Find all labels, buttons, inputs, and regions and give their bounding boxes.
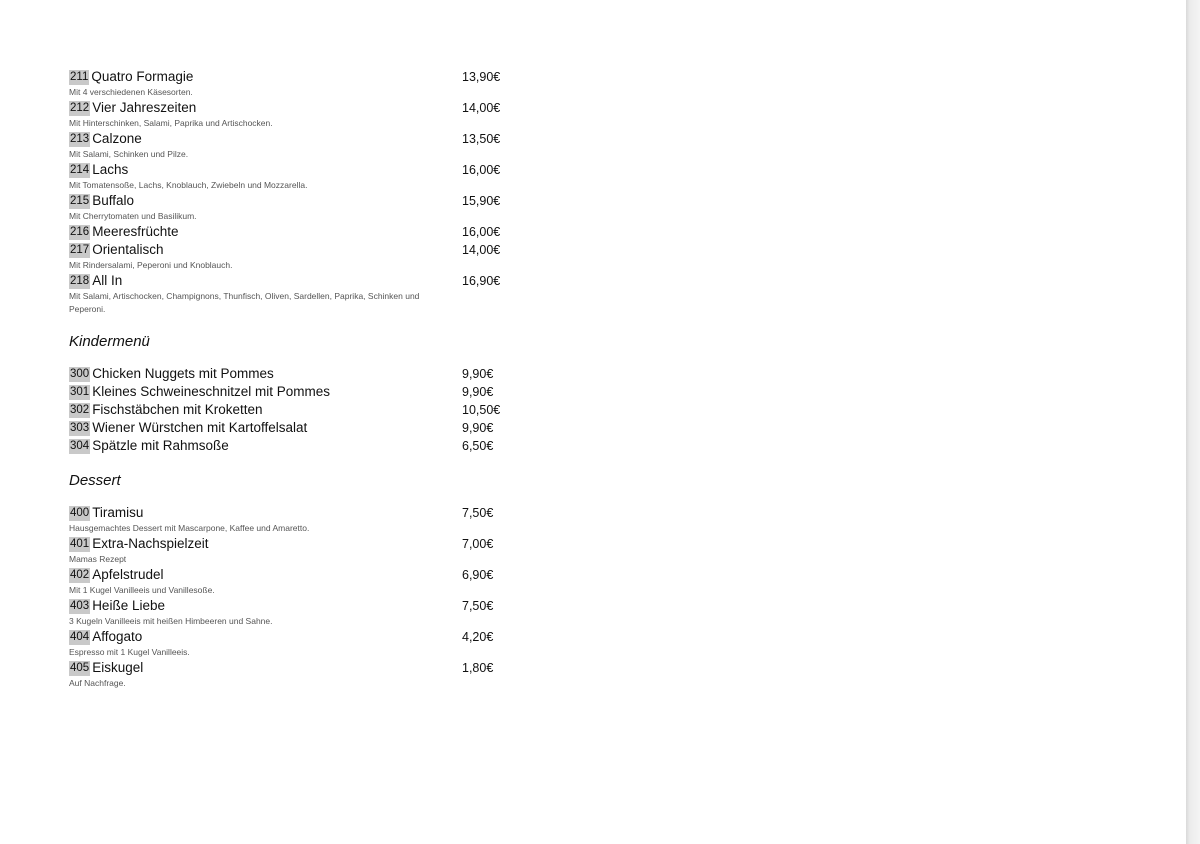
item-name: Affogato [92,629,143,644]
item-price: 7,50€ [462,599,494,613]
item-name: Tiramisu [92,505,144,520]
item-number: 403 [70,600,90,612]
item-description: Mit Rindersalami, Peperoni und Knoblauch. [69,260,233,270]
item-number: 217 [70,244,90,256]
menu-item [69,192,539,223]
menu-item [69,628,539,659]
item-name: Calzone [92,131,142,146]
menu-item [69,566,539,597]
item-number: 402 [70,569,90,581]
menu-item [69,241,539,272]
item-price: 9,90€ [462,385,494,399]
item-price: 16,00€ [462,163,501,177]
item-description: Mamas Rezept [69,554,127,564]
item-description: Espresso mit 1 Kugel Vanilleeis. [69,647,190,657]
item-number: 401 [70,538,90,550]
item-description: Auf Nachfrage. [69,678,126,688]
item-price: 15,90€ [462,194,501,208]
menu-item [69,535,539,566]
item-name: Kleines Schweineschnitzel mit Pommes [92,384,331,399]
item-price: 16,00€ [462,225,501,239]
item-name: Chicken Nuggets mit Pommes [92,366,274,381]
item-name: Apfelstrudel [92,567,164,582]
item-price: 14,00€ [462,243,501,257]
menu-item [69,419,539,437]
item-name: Spätzle mit Rahmsoße [92,438,229,453]
item-description: Mit Hinterschinken, Salami, Paprika und Artischocken. [69,118,273,128]
item-number: 216 [70,226,90,238]
item-description: Mit Salami, Artischocken, Champignons, Thunfisch, Oliven, Sardellen, Paprika, Schinken und Peperoni. [69,291,420,314]
item-price: 9,90€ [462,367,494,381]
item-price: 9,90€ [462,421,494,435]
item-number: 215 [70,195,90,207]
item-name: All In [92,273,123,288]
menu-item [69,161,539,192]
item-number: 212 [70,102,90,114]
menu-item [69,383,539,401]
item-description: Hausgemachtes Dessert mit Mascarpone, Kaffee und Amaretto. [69,523,310,533]
section-heading-kids: Kindermenü [69,333,150,350]
item-description: Mit 1 Kugel Vanilleeis und Vanillesoße. [69,585,215,595]
item-description: Mit Tomatensoße, Lachs, Knoblauch, Zwiebeln und Mozzarella. [69,180,308,190]
item-description: 3 Kugeln Vanilleeis mit heißen Himbeeren und Sahne. [69,616,273,626]
item-price: 4,20€ [462,630,494,644]
menu-item [69,99,539,130]
item-name: Meeresfrüchte [92,224,179,239]
item-price: 14,00€ [462,101,501,115]
item-number: 214 [70,164,90,176]
menu-item [69,223,539,241]
item-number: 304 [70,440,90,452]
item-number: 301 [70,386,90,398]
item-number: 303 [70,422,90,434]
item-number: 400 [70,507,90,519]
item-name: Heiße Liebe [92,598,165,613]
item-price: 13,90€ [462,70,501,84]
kids-list [69,365,539,455]
item-name: Extra-Nachspielzeit [92,536,209,551]
item-description: Mit 4 verschiedenen Käsesorten. [69,87,193,97]
item-price: 6,90€ [462,568,494,582]
menu-item [69,401,539,419]
page-edge [1186,0,1200,844]
item-name: Buffalo [92,193,134,208]
item-price: 10,50€ [462,403,501,417]
menu-item [69,365,539,383]
item-description: Mit Salami, Schinken und Pilze. [69,149,189,159]
item-price: 7,50€ [462,506,494,520]
item-price: 13,50€ [462,132,501,146]
item-name: Orientalisch [92,242,164,257]
menu-item [69,597,539,628]
item-number: 300 [70,368,90,380]
item-price: 1,80€ [462,661,494,675]
item-name: Vier Jahreszeiten [92,100,197,115]
menu-page [69,68,539,690]
item-name: Lachs [92,162,129,177]
item-number: 218 [70,275,90,287]
menu-item [69,659,539,690]
pizza-list [69,68,539,316]
item-description: Mit Cherrytomaten und Basilikum. [69,211,197,221]
item-number: 405 [70,662,90,674]
item-price: 16,90€ [462,274,501,288]
item-name: Quatro Formagie [91,69,194,84]
item-name: Eiskugel [92,660,144,675]
item-number: 211 [70,71,89,83]
item-number: 404 [70,631,90,643]
item-price: 7,00€ [462,537,494,551]
menu-item [69,437,539,455]
item-name: Wiener Würstchen mit Kartoffelsalat [92,420,308,435]
section-heading-dessert: Dessert [69,472,121,489]
menu-item [69,272,539,316]
item-number: 213 [70,133,90,145]
item-number: 302 [70,404,90,416]
dessert-list [69,504,539,690]
item-name: Fischstäbchen mit Kroketten [92,402,263,417]
menu-item [69,504,539,535]
menu-item [69,130,539,161]
item-price: 6,50€ [462,439,494,453]
menu-item [69,68,539,99]
